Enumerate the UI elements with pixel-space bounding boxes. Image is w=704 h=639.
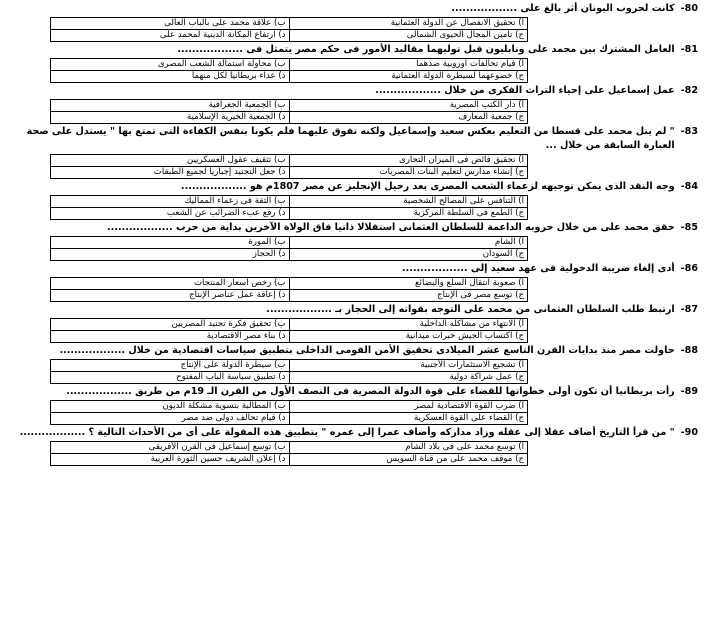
option-b[interactable]: ب) علاقة محمد على بالباب العالى xyxy=(51,18,290,30)
question-88 xyxy=(4,344,698,384)
options-table xyxy=(50,359,528,384)
question-number: 84- xyxy=(680,181,698,192)
question-text: أدى إلغاء ضريبة الدخولية فى عهد سعيد إلى .................. xyxy=(401,263,675,274)
question-number: 90- xyxy=(680,427,698,438)
question-number: 85- xyxy=(680,222,698,233)
question-text: " من قرأ التاريخ أضاف عقلا إلى عقله وزاد مداركه وأضاف عمرا إلى عمره " بتطبيق هذه المقولة على أى من الأحداث التالية ؟ .................. xyxy=(19,427,675,438)
option-a[interactable]: أ) الشام xyxy=(289,237,528,249)
question-text: " لم ينل محمد على قسطا من التعليم بعكس سعيد وإسماعيل ولكنه تفوق عليهما فلم يكونا بنفس الكفاءة التى تمتع بها " يستدل على صحة العبارة السابقة من خلال ... xyxy=(26,126,675,151)
option-c[interactable]: ج) تأمين المجال الحيوى الشمالى xyxy=(289,30,528,42)
question-80 xyxy=(4,2,698,42)
options-table xyxy=(50,99,528,124)
question-text: حاولت مصر منذ بدايات القرن التاسع عشر الميلادى تحقيق الأمن القومى الداخلى بتطبيق سياسات اقتصادية من خلال .................. xyxy=(59,345,675,356)
options-table xyxy=(50,154,528,179)
option-d[interactable]: د) إعلان الشريف حسين الثورة العربية xyxy=(51,454,290,466)
option-c[interactable]: ج) موقف محمد على من قناة السويس xyxy=(289,454,528,466)
option-a[interactable]: أ) توسع محمد على فى بلاد الشام xyxy=(289,442,528,454)
option-c[interactable]: ج) إنشاء مدارس لتعليم البنات المصريات xyxy=(289,167,528,179)
options-table xyxy=(50,58,528,83)
question-85 xyxy=(4,221,698,261)
question-number: 80- xyxy=(680,3,698,14)
question-number: 87- xyxy=(680,304,698,315)
option-d[interactable]: د) بناء مصر الاقتصادية xyxy=(51,331,290,343)
option-b[interactable]: ب) الجمعية الجغرافية xyxy=(51,100,290,112)
options-table xyxy=(50,318,528,343)
option-c[interactable]: ج) الطمع فى السلطة المركزية xyxy=(289,208,528,220)
question-84 xyxy=(4,180,698,220)
question-text: عمل إسماعيل على إحياء التراث الفكرى من خلال .................. xyxy=(375,85,675,96)
question-90 xyxy=(4,426,698,466)
question-text: كانت لحروب اليونان أثر بالغ على .................. xyxy=(451,3,675,14)
question-number: 88- xyxy=(680,345,698,356)
question-number: 86- xyxy=(680,263,698,274)
question-number: 83- xyxy=(680,126,698,137)
option-d[interactable]: د) جعل التجنيد إجباريا لجميع الطبقات xyxy=(51,167,290,179)
option-d[interactable]: د) الجمعية الخيرية الإسلامية xyxy=(51,112,290,124)
option-c[interactable]: ج) خضوعهما لسيطرة الدولة العثمانية xyxy=(289,71,528,83)
option-d[interactable]: د) الحجاز xyxy=(51,249,290,261)
question-87 xyxy=(4,303,698,343)
question-81 xyxy=(4,43,698,83)
option-c[interactable]: ج) توسع مصر فى الإنتاج xyxy=(289,290,528,302)
option-a[interactable]: أ) تشجيع الاستثمارات الأجنبية xyxy=(289,360,528,372)
option-b[interactable]: ب) تحقيق فكرة تجنيد المصريين xyxy=(51,319,290,331)
options-table xyxy=(50,195,528,220)
option-a[interactable]: أ) قيام تحالفات أوروبية ضدهما xyxy=(289,59,528,71)
question-text: ارتبط طلب السلطان العثمانى من محمد على التوجه بقواته إلى الحجاز بـ .................. xyxy=(266,304,675,315)
option-b[interactable]: ب) الثقة فى زعماء المماليك xyxy=(51,196,290,208)
option-b[interactable]: ب) المطالبة بتسوية مشكلة الديون xyxy=(51,401,290,413)
option-b[interactable]: ب) تثقيف عقول العسكريين xyxy=(51,155,290,167)
question-83 xyxy=(4,125,698,179)
option-d[interactable]: د) عداء بريطانيا لكل منهما xyxy=(51,71,290,83)
question-82 xyxy=(4,84,698,124)
options-table xyxy=(50,277,528,302)
option-d[interactable]: د) قيام تحالف دولى ضد مصر xyxy=(51,413,290,425)
question-number: 81- xyxy=(680,44,698,55)
option-b[interactable]: ب) رخص أسعار المنتجات xyxy=(51,278,290,290)
question-number: 89- xyxy=(680,386,698,397)
option-b[interactable]: ب) محاولة استمالة الشعب المصرى xyxy=(51,59,290,71)
option-a[interactable]: أ) التنافس على المصالح الشخصية xyxy=(289,196,528,208)
option-c[interactable]: ج) جمعية المعارف xyxy=(289,112,528,124)
option-d[interactable]: د) تطبيق سياسة الباب المفتوح xyxy=(51,372,290,384)
option-d[interactable]: د) ارتفاع المكانة الدينية لمحمد على xyxy=(51,30,290,42)
option-c[interactable]: ج) اكتساب الجيش خبرات ميدانية xyxy=(289,331,528,343)
question-number: 82- xyxy=(680,85,698,96)
options-table xyxy=(50,400,528,425)
question-86 xyxy=(4,262,698,302)
option-d[interactable]: د) إعاقة عمل عناصر الإنتاج xyxy=(51,290,290,302)
option-c[interactable]: ج) القضاء على القوة العسكرية xyxy=(289,413,528,425)
question-text: وجه النقد الذى يمكن توجيهه لزعماء الشعب المصرى بعد رحيل الإنجليز عن مصر 1807م هو .................. xyxy=(180,181,675,192)
option-a[interactable]: أ) الانتهاء من مشاكله الداخلية xyxy=(289,319,528,331)
options-table xyxy=(50,17,528,42)
option-b[interactable]: ب) المورة xyxy=(51,237,290,249)
option-a[interactable]: أ) دار الكتب المصرية xyxy=(289,100,528,112)
options-table xyxy=(50,441,528,466)
question-text: حقق محمد على من خلال حروبه الداعمة للسلطان العثمانى استقلالا ذاتيا فاق الولاة الآخرين بداية من حرب .................. xyxy=(107,222,675,233)
option-c[interactable]: ج) عمل شراكة دولية xyxy=(289,372,528,384)
question-text: رأت بريطانيا أن تكون أولى خطواتها للقضاء على قوة الدولة المصرية فى النصف الأول من القرن الـ 19م من طريق .................. xyxy=(66,386,675,397)
option-a[interactable]: أ) صعوبة انتقال السلع والبضائع xyxy=(289,278,528,290)
option-c[interactable]: ج) السودان xyxy=(289,249,528,261)
option-b[interactable]: ب) توسع إسماعيل فى القرن الأفريقى xyxy=(51,442,290,454)
option-a[interactable]: أ) تحقيق فائض فى الميزان التجارى xyxy=(289,155,528,167)
option-b[interactable]: ب) سيطرة الدولة على الإنتاج xyxy=(51,360,290,372)
option-a[interactable]: أ) تحقيق الانفصال عن الدولة العثمانية xyxy=(289,18,528,30)
option-d[interactable]: د) رفع عبء الضرائب عن الشعب xyxy=(51,208,290,220)
question-text: العامل المشترك بين محمد على ونابليون قبل توليهما مقاليد الأمور فى حكم مصر يتمثل فى .................. xyxy=(177,44,675,55)
options-table xyxy=(50,236,528,261)
option-a[interactable]: أ) ضرب القوة الاقتصادية لمصر xyxy=(289,401,528,413)
question-89 xyxy=(4,385,698,425)
